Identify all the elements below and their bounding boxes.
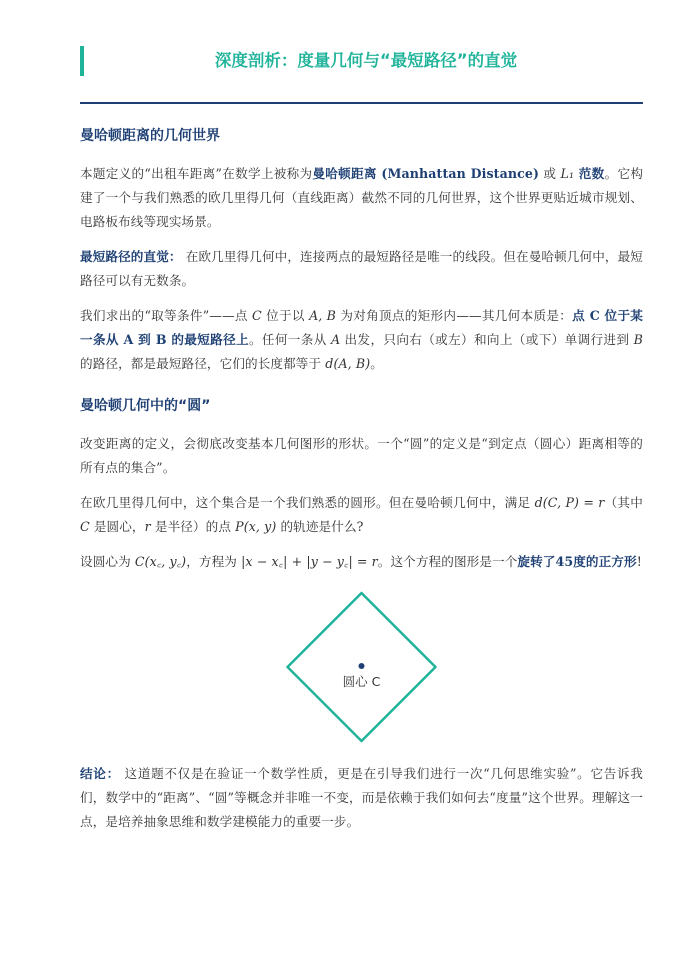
section-heading-manhattan-world: 曼哈顿距离的几何世界 [80,128,220,144]
text: 我们求出的“取等条件”——点 [80,308,253,323]
text: 。这个方程的图形是一个 [377,554,518,569]
diagram-svg [80,588,643,748]
text: 。它构建了一个与我们熟悉的欧几里得几何（直线距离）截然不同的几何世界，这个世界更贴近城市规划、电路板布线等现实场景。 [80,166,644,229]
math-ab: A, B [309,308,337,323]
text: 位于以 [261,308,310,323]
text: 为对角顶点的矩形内——其几何本质是： [336,308,573,323]
paragraph-circle-question [80,491,643,539]
math-pxy: P(x, y) [235,519,277,534]
title-accent-bar [80,46,84,76]
text: 的路径，都是最短路径，它们的长度都等于 [80,356,326,371]
math-l1: L₁ [560,166,575,181]
highlight-rotated-square: 旋转了45度的正方形 [517,554,637,569]
math-c: C [80,519,90,534]
term-manhattan-distance: 曼哈顿距离 (Manhattan Distance) [312,166,540,181]
page-title: 深度剖析：度量几何与“最短路径”的直觉 [214,51,518,70]
math-dab: d(A, B) [325,356,371,371]
math-a: A [331,332,341,347]
term-norm: 范数 [574,166,605,181]
center-label: 圆心 C [342,674,381,689]
text: 在欧几里得几何中，连接两点的最短路径是唯一的线段。但在曼哈顿几何中，最短路径可以有无数条。 [80,249,643,288]
math-center: C(x꜀, y꜀) [134,554,187,569]
text: 在欧几里得几何中，这个集合是一个我们熟悉的圆形。但在曼哈顿几何中，满足 [80,495,535,510]
text: 。任何一条从 [248,332,331,347]
paragraph-shortest-path [80,245,643,293]
text: （其中 [604,495,643,510]
paragraph-circle-equation [80,550,643,574]
paragraph-circle-definition: 改变距离的定义，会彻底改变基本几何图形的形状。一个“圆”的定义是“到定点（圆心）距离相等的所有点的集合”。 [80,436,643,475]
text: 。 [370,356,383,371]
text: 这道题不仅是在验证一个数学性质，更是在引导我们进行一次“几何思维实验”。它告诉我们，数学中的“距离”、“圆”等概念并非唯一不变，而是依赖于我们如何去“度量”这个世界。理解这一点，是培养抽象思维和数学建模能力的重要一步。 [80,766,643,829]
math-b: B [633,332,644,347]
paragraph-equality-condition [80,304,643,376]
text: 出发，只向右（或左）和向上（或下）单调行进到 [340,332,634,347]
lead-conclusion: 结论： [80,766,120,781]
lead-shortest-path: 最短路径的直觉： [80,249,182,264]
text: 是圆心， [89,519,145,534]
paragraph-conclusion [80,762,643,834]
manhattan-circle-diagram [80,588,643,748]
math-c: C [252,308,262,323]
paragraph-intro [80,162,643,234]
text: 本题定义的“出租车距离”在数学上被称为 [80,166,313,181]
math-dcp: d(C, P) = r [534,495,605,510]
title-divider [80,102,643,104]
section-heading-manhattan-circle: 曼哈顿几何中的“圆” [80,398,211,414]
article-body [80,122,643,845]
math-r: r [144,519,151,534]
math-equation: |x − x꜀| + |y − y꜀| = r [241,554,378,569]
text: ，方程为 [186,554,242,569]
center-dot [359,663,365,669]
text: 是半径）的点 [150,519,236,534]
highlight-shortest-path: 点 C 位于某一条从 A 到 B 的最短路径上 [80,308,643,347]
text: 或 [539,166,561,181]
text: 的轨迹是什么? [276,519,364,534]
text: ! [636,554,642,569]
text: 设圆心为 [80,554,135,569]
